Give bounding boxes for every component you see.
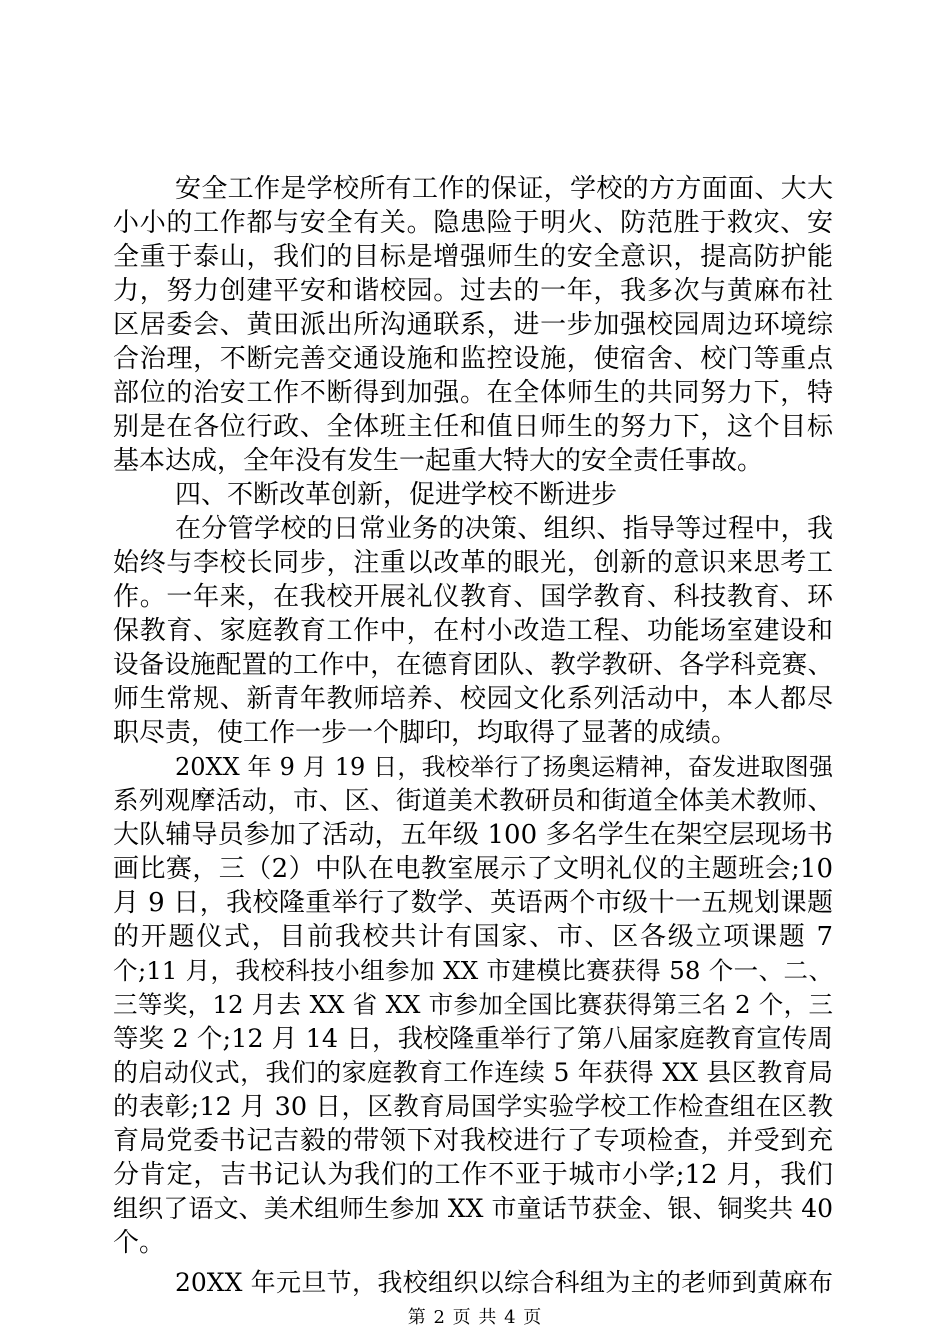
page-number-footer: 第 2 页 共 4 页 (407, 1307, 543, 1328)
text-line: 月 9 日，我校隆重举行了数学、英语两个市级十一五规划课题 (113, 888, 833, 918)
text-line: 画比赛，三（2）中队在电教室展示了文明礼仪的主题班会;10 (113, 854, 833, 884)
text-line: 的启动仪式，我们的家庭教育工作连续 5 年获得 XX 县区教育局 (113, 1058, 833, 1087)
text-line: 小小的工作都与安全有关。隐患险于明火、防范胜于救灾、安 (113, 208, 833, 238)
text-line: 区居委会、黄田派出所沟通联系，进一步加强校园周边环境综 (113, 310, 833, 340)
text-line: 力，努力创建平安和谐校园。过去的一年，我多次与黄麻布社 (113, 276, 833, 306)
text-line: 作。一年来，在我校开展礼仪教育、国学教育、科技教育、环 (113, 582, 833, 612)
text-line: 保教育、家庭教育工作中，在村小改造工程、功能场室建设和 (113, 616, 833, 646)
text-line: 个。 (113, 1228, 166, 1258)
text-line: 的开题仪式，目前我校共计有国家、市、区各级立项课题 7 (113, 922, 833, 952)
text-line: 组织了语文、美术组师生参加 XX 市童话节获金、银、铜奖共 40 (113, 1194, 833, 1223)
text-line: 系列观摩活动，市、区、街道美术教研员和街道全体美术教师、 (113, 786, 833, 816)
text-line: 职尽责，使工作一步一个脚印，均取得了显著的成绩。 (113, 718, 738, 748)
text-line: 育局党委书记吉毅的带领下对我校进行了专项检查，并受到充 (113, 1126, 833, 1156)
text-line: 部位的治安工作不断得到加强。在全体师生的共同努力下，特 (113, 378, 833, 408)
text-line: 基本达成，全年没有发生一起重大特大的安全责任事故。 (113, 446, 764, 476)
text-line: 个;11 月，我校科技小组参加 XX 市建模比赛获得 58 个一、二、 (113, 956, 833, 985)
text-line: 设备设施配置的工作中，在德育团队、教学教研、各学科竞赛、 (113, 650, 833, 680)
text-line: 安全工作是学校所有工作的保证，学校的方方面面、大大 (175, 174, 833, 204)
text-line: 的表彰;12 月 30 日，区教育局国学实验学校工作检查组在区教 (113, 1092, 833, 1122)
text-line: 在分管学校的日常业务的决策、组织、指导等过程中，我 (175, 514, 833, 544)
text-line: 等奖 2 个;12 月 14 日，我校隆重举行了第八届家庭教育宣传周 (113, 1024, 833, 1054)
text-line: 大队辅导员参加了活动，五年级 100 多名学生在架空层现场书 (113, 820, 833, 850)
text-line: 师生常规、新青年教师培养、校园文化系列活动中，本人都尽 (113, 684, 833, 714)
text-line: 始终与李校长同步，注重以改革的眼光，创新的意识来思考工 (113, 548, 833, 578)
text-line: 全重于泰山，我们的目标是增强师生的安全意识，提高防护能 (113, 242, 833, 272)
section-heading: 四、不断改革创新，促进学校不断进步 (175, 480, 618, 510)
text-line: 合治理，不断完善交通设施和监控设施，使宿舍、校门等重点 (113, 344, 833, 374)
text-line: 20XX 年元旦节，我校组织以综合科组为主的老师到黄麻布 (175, 1268, 833, 1297)
text-line: 分肯定，吉书记认为我们的工作不亚于城市小学;12 月，我们 (113, 1160, 833, 1190)
text-line: 三等奖，12 月去 XX 省 XX 市参加全国比赛获得第三名 2 个，三 (113, 990, 833, 1019)
text-line: 20XX 年 9 月 19 日，我校举行了扬奥运精神，奋发进取图强 (175, 753, 833, 781)
text-line: 别是在各位行政、全体班主任和值日师生的努力下，这个目标 (113, 412, 833, 442)
